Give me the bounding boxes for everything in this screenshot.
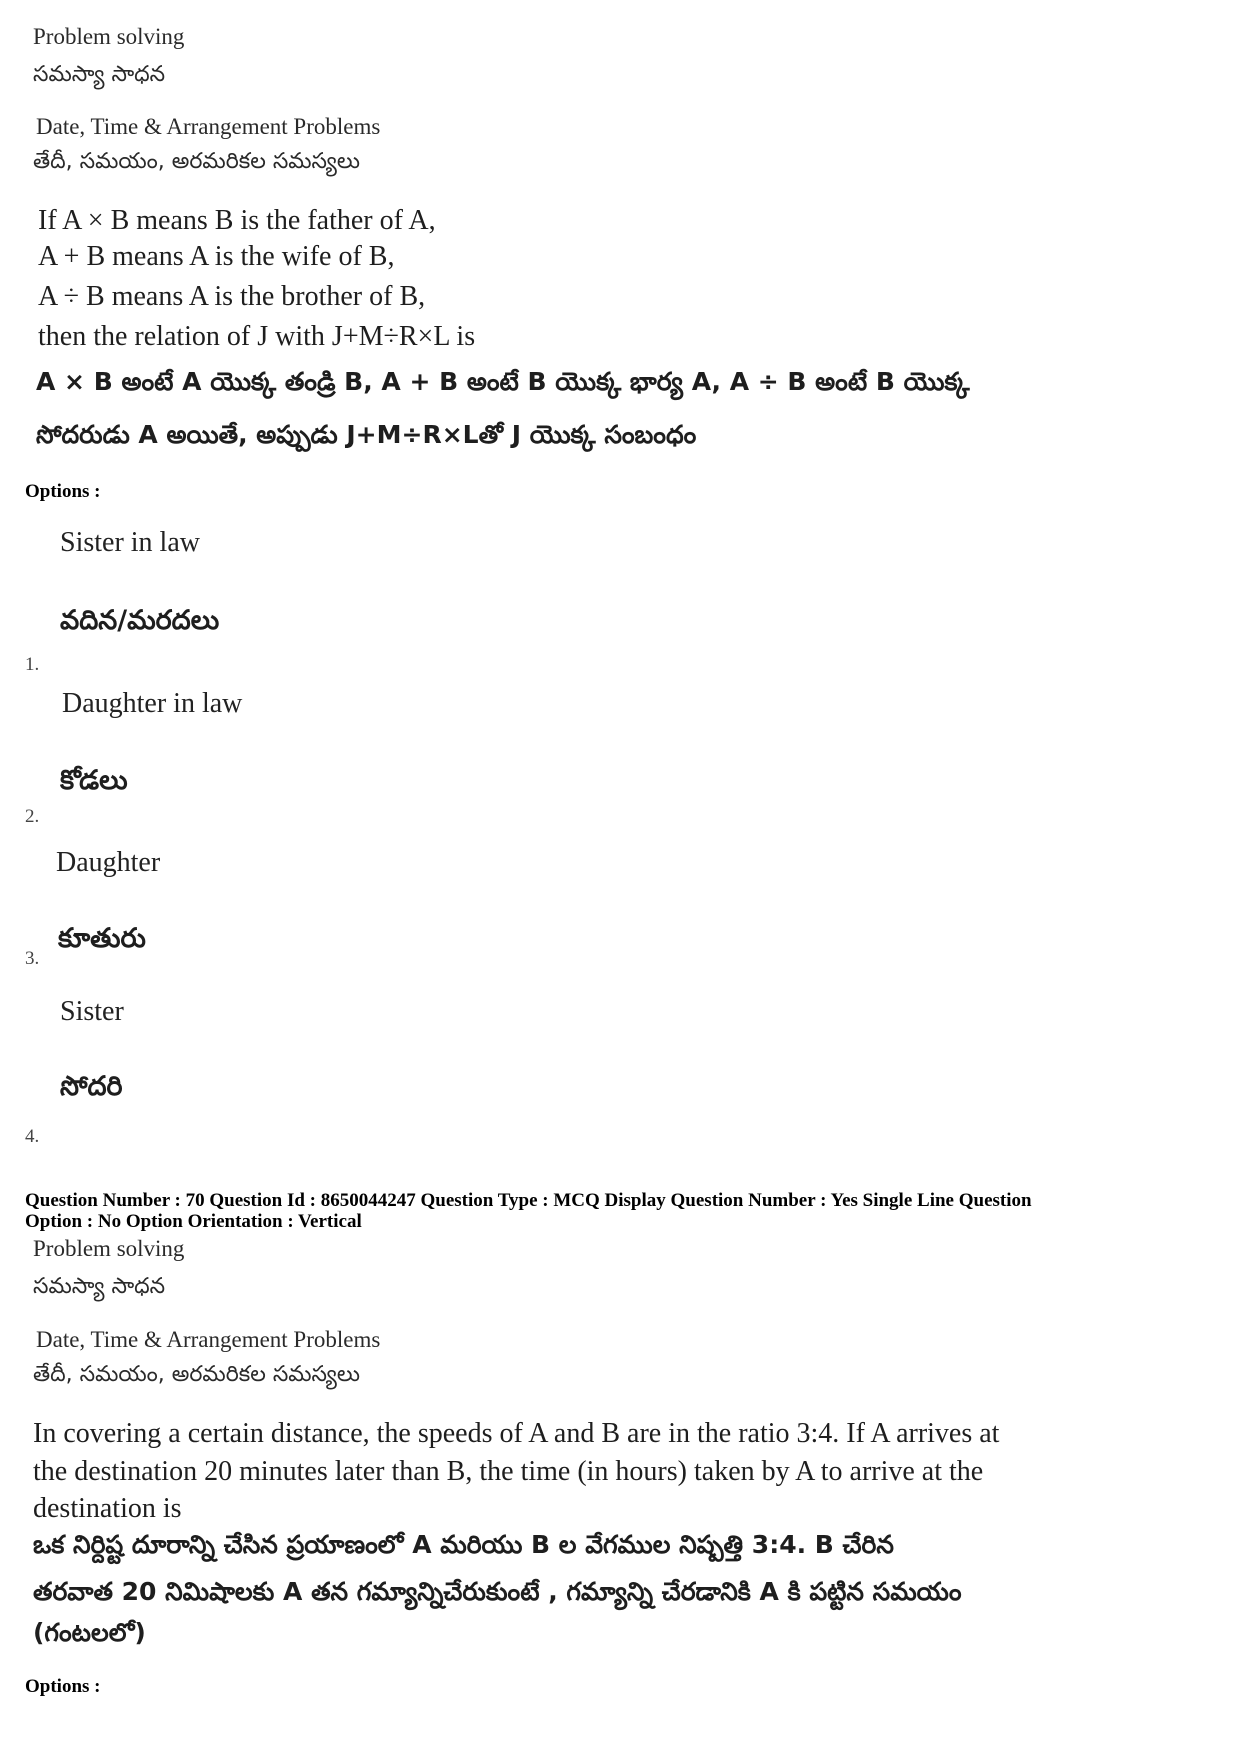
topic-te: తేదీ, సమయం, అరమరికల సమస్యలు xyxy=(33,149,361,174)
question-line: A ÷ B means A is the brother of B, xyxy=(38,281,426,312)
question-line-te: తరవాత 20 నిమిషాలకు A తన గమ్యాన్నిచేరుకుంటే , గమ్యాన్ని చేరడానికి A కి పట్టిన సమయం xyxy=(33,1577,962,1606)
option-2-number: 2. xyxy=(25,806,40,827)
option-4-text: Sister xyxy=(60,996,124,1027)
options-label: Options : xyxy=(25,481,101,502)
question-line-te: (గంటలలో) xyxy=(33,1618,146,1647)
subject-en: Problem solving xyxy=(33,24,185,49)
question-line: If A × B means B is the father of A, xyxy=(38,205,436,236)
topic-en: Date, Time & Arrangement Problems xyxy=(36,1327,381,1352)
subject-te: సమస్యా సాధన xyxy=(33,62,166,87)
question-line-te: ఒక నిర్దిష్ట దూరాన్ని చేసిన ప్రయాణంలో A మరియు B ల వేగముల నిష్పత్తి 3:4. B చేరిన xyxy=(33,1530,894,1559)
option-1-text-te: వదిన/మరదలు xyxy=(60,605,220,636)
question-line: destination is xyxy=(33,1493,182,1524)
topic-te: తేదీ, సమయం, అరమరికల సమస్యలు xyxy=(33,1362,361,1387)
option-1-text: Sister in law xyxy=(60,527,200,558)
question-line: A + B means A is the wife of B, xyxy=(38,241,395,272)
question-meta-line: Option : No Option Orientation : Vertical xyxy=(25,1211,362,1232)
option-3-text-te: కూతురు xyxy=(58,923,146,954)
question-line: In covering a certain distance, the speeds of A and B are in the ratio 3:4. If A arrives at xyxy=(33,1418,1000,1449)
option-3-number: 3. xyxy=(25,948,40,969)
subject-en: Problem solving xyxy=(33,1236,185,1261)
option-4-number: 4. xyxy=(25,1126,40,1147)
option-4-text-te: సోదరి xyxy=(60,1071,123,1102)
options-label: Options : xyxy=(25,1676,101,1697)
option-2-text: Daughter in law xyxy=(62,688,243,719)
option-1-number: 1. xyxy=(25,654,40,675)
question-meta-line: Question Number : 70 Question Id : 8650044247 Question Type : MCQ Display Question Number : Yes Single Line Question xyxy=(25,1190,1032,1211)
question-line: then the relation of J with J+M÷R×L is xyxy=(38,321,476,352)
question-line-te: A × B అంటే A యొక్క తండ్రి B, A + B అంటే B యొక్క భార్య A, A ÷ B అంటే B యొక్క xyxy=(36,367,970,396)
subject-te: సమస్యా సాధన xyxy=(33,1274,166,1299)
option-2-text-te: కోడలు xyxy=(60,765,128,796)
option-3-text: Daughter xyxy=(56,847,161,878)
question-line: the destination 20 minutes later than B, the time (in hours) taken by A to arrive at the xyxy=(33,1456,984,1487)
question-line-te: సోదరుడు A అయితే, అప్పుడు J+M÷R×Lతో J యొక్క సంబంధం xyxy=(36,420,697,449)
topic-en: Date, Time & Arrangement Problems xyxy=(36,114,381,139)
